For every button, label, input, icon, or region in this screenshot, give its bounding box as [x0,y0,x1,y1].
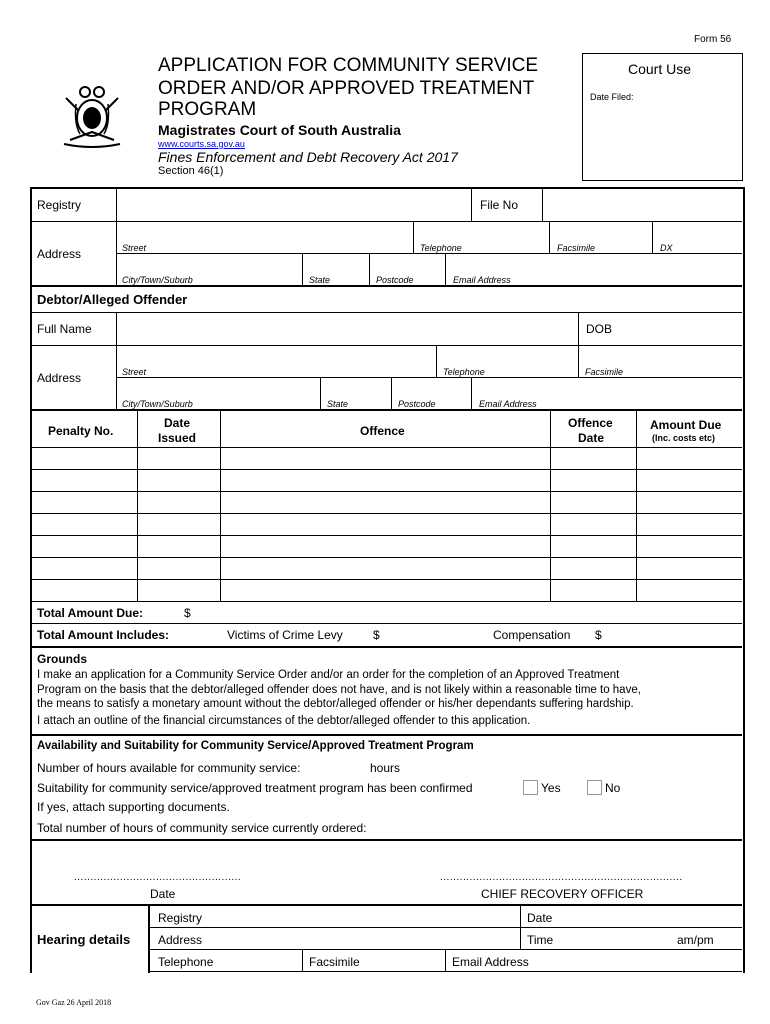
court-name: Magistrates Court of South Australia [158,122,401,138]
hours-label: hours [370,761,401,775]
total-due-dollar: $ [184,606,191,620]
col-amount-due-2: (Inc. costs etc) [652,433,716,443]
col-date-issued-2: Issued [158,431,197,445]
grounds-line-3: the means to satisfy a monetary amount without the debtor/alleged offender or his/her dependants suffering hardship. [37,698,634,710]
form-title-line-2: ORDER AND/OR APPROVED TREATMENT [158,78,535,99]
hearing-registry-label: Registry [158,911,203,925]
hearing-email-label: Email Address [452,955,529,969]
hearing-ampm-label: am/pm [677,933,714,947]
hearing-address-label: Address [158,933,203,947]
compensation-dollar: $ [595,628,602,642]
col-offence-date-2: Date [578,431,605,445]
date-signature-line[interactable]: ................................................... [74,872,242,883]
form-number: Form 56 [694,34,732,45]
hours-available-input[interactable] [326,758,366,776]
file-no-label: File No [480,198,519,212]
gazette-footer: Gov Gaz 26 April 2018 [36,998,112,1007]
postcode-label: Postcode [376,275,414,285]
facsimile-label: Facsimile [557,243,596,253]
street-input[interactable] [117,222,413,253]
debtor-city-label: City/Town/Suburb [122,399,193,409]
total-hours-label: Total number of hours of community service currently ordered: [37,821,367,835]
file-no-input[interactable] [543,188,741,221]
grounds-line-4: I attach an outline of the financial circumstances of the debtor/alleged offender to this application. [37,715,531,727]
victims-levy-label: Victims of Crime Levy [227,628,343,642]
grounds-heading: Grounds [37,652,87,666]
court-use-title: Court Use [628,61,692,77]
victims-dollar: $ [373,628,380,642]
debtor-heading: Debtor/Alleged Offender [37,292,188,307]
compensation-label: Compensation [493,628,571,642]
chief-recovery-officer-label: CHIEF RECOVERY OFFICER [481,887,644,901]
if-yes-note: If yes, attach supporting documents. [37,800,230,814]
hearing-facsimile-label: Facsimile [309,955,360,969]
col-offence: Offence [360,424,405,438]
date-signature-label: Date [150,887,176,901]
address-label: Address [37,247,82,261]
full-name-label: Full Name [37,322,92,336]
debtor-address-label: Address [37,371,82,385]
dx-label: DX [660,243,673,253]
date-filed-label: Date Filed: [590,92,634,102]
suitability-label: Suitability for community service/approved treatment program has been confirmed [37,781,473,795]
officer-signature-line[interactable]: .......................................................................... [440,872,683,883]
email-label: Email Address [453,275,511,285]
street-label: Street [122,243,147,253]
form-title-line-3: PROGRAM [158,99,257,120]
total-includes-label: Total Amount Includes: [37,628,169,642]
no-checkbox[interactable] [587,780,602,795]
debtor-postcode-label: Postcode [398,399,436,409]
hours-available-label: Number of hours available for community service: [37,761,301,775]
hearing-time-label: Time [527,933,554,947]
col-penalty-no: Penalty No. [48,424,114,438]
section-ref: Section 46(1) [158,165,224,177]
yes-label: Yes [541,781,561,795]
grounds-line-1: I make an application for a Community Service Order and/or an order for the completion of an Approved Treatment [37,669,620,681]
hearing-telephone-label: Telephone [158,955,214,969]
act-title: Fines Enforcement and Debt Recovery Act 2017 [158,149,458,165]
col-offence-date-1: Offence [568,416,613,430]
total-due-label: Total Amount Due: [37,606,143,620]
yes-checkbox[interactable] [523,780,538,795]
debtor-street-label: Street [122,367,147,377]
full-name-input[interactable] [117,313,578,345]
hearing-details-label: Hearing details [37,932,131,947]
state-label: State [309,275,331,285]
no-label: No [605,781,621,795]
availability-heading: Availability and Suitability for Community Service/Approved Treatment Program [37,740,474,752]
city-label: City/Town/Suburb [122,275,193,285]
debtor-telephone-label: Telephone [443,367,485,377]
court-website-link[interactable]: www.courts.sa.gov.au [158,139,245,149]
debtor-facsimile-label: Facsimile [585,367,624,377]
coat-of-arms-logo [56,80,128,152]
hearing-date-label: Date [527,911,553,925]
registry-input[interactable] [117,188,471,221]
registry-label: Registry [37,198,82,212]
debtor-email-label: Email Address [479,399,537,409]
form-title-line-1: APPLICATION FOR COMMUNITY SERVICE [158,55,539,76]
grounds-line-2: Program on the basis that the debtor/alleged offender does not have, and is not likely within a reasonable time to have, [37,684,641,696]
dob-label: DOB [586,322,613,336]
col-date-issued-1: Date [164,416,191,430]
debtor-state-label: State [327,399,349,409]
col-amount-due-1: Amount Due [650,418,722,432]
telephone-label: Telephone [420,243,462,253]
